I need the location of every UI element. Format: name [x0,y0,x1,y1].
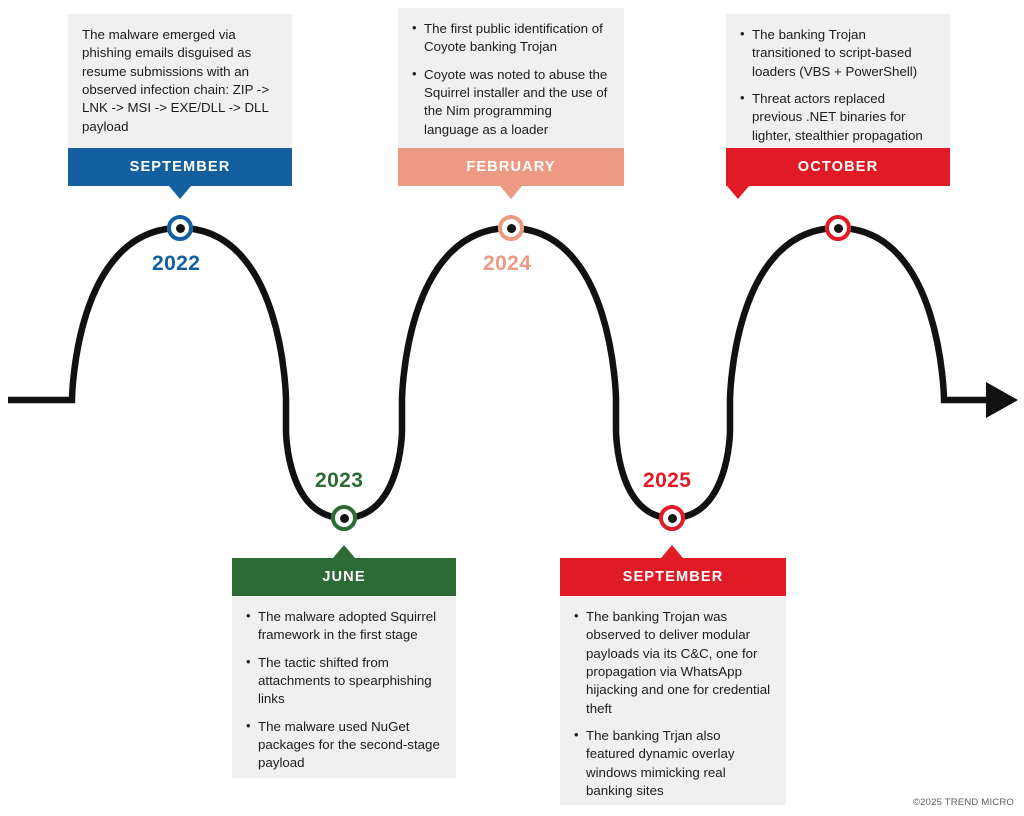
event-pointer-feb-2024 [500,186,522,199]
event-bullet-list [740,26,936,145]
event-month-label: FEBRUARY [466,159,556,175]
event-month-label: OCTOBER [797,159,879,175]
event-ribbon-feb-2024[interactable] [398,148,624,186]
event-card-sep-2025 [560,596,786,805]
event-month-label: SEPTEMBER [129,159,231,175]
event-node-oct-2025[interactable] [825,215,851,241]
event-year-2023: 2023 [315,469,364,492]
event-bullet-list [412,20,610,139]
list-item: • The tactic shifted from attachments to spearphishing links [246,654,442,709]
event-text: The malware emerged via phishing emails disguised as resume submissions with an observed infection chain: ZIP -> LNK -> MSI -> EXE/DLL -> DLL payload [82,27,270,134]
copyright-notice: ©2025 TREND MICRO [912,797,1014,808]
event-year-2025: 2025 [643,469,692,492]
event-node-feb-2024[interactable] [498,215,524,241]
event-node-jun-2023[interactable] [331,505,357,531]
event-ribbon-sep-2022[interactable] [68,148,292,186]
list-item: • The banking Trojan was observed to deliver modular payloads via its C&C, one for propagation via WhatsApp hijacking and one for credential theft [574,608,772,718]
list-item: • The banking Trjan also featured dynamic overlay windows mimicking real banking sites [574,727,772,800]
event-node-sep-2025[interactable] [659,505,685,531]
event-ribbon-jun-2023[interactable] [232,558,456,596]
event-year-2024: 2024 [483,252,532,275]
list-item: • The malware used NuGet packages for the second-stage payload [246,718,442,773]
event-pointer-sep-2022 [169,186,191,199]
event-month-label: SEPTEMBER [622,569,724,585]
list-item: • The first public identification of Coyote banking Trojan [412,20,610,57]
event-ribbon-sep-2025[interactable] [560,558,786,596]
event-bullet-list [574,608,772,800]
event-card-sep-2022 [68,14,292,148]
event-card-jun-2023 [232,596,456,778]
event-pointer-jun-2023 [333,545,355,558]
event-node-sep-2022[interactable] [167,215,193,241]
event-year-2022: 2022 [152,252,201,275]
event-ribbon-oct-2025[interactable] [726,148,950,186]
event-pointer-oct-2025 [727,186,749,199]
event-card-oct-2025 [726,14,950,148]
list-item: • Threat actors replaced previous .NET binaries for lighter, stealthier propagation [740,90,936,145]
event-pointer-sep-2025 [661,545,683,558]
list-item: • The banking Trojan transitioned to script-based loaders (VBS + PowerShell) [740,26,936,81]
list-item: • The malware adopted Squirrel framework in the first stage [246,608,442,645]
list-item: • Coyote was noted to abuse the Squirrel installer and the use of the Nim programming language as a loader [412,66,610,139]
event-bullet-list [246,608,442,773]
event-card-feb-2024 [398,8,624,148]
event-month-label: JUNE [322,569,366,585]
